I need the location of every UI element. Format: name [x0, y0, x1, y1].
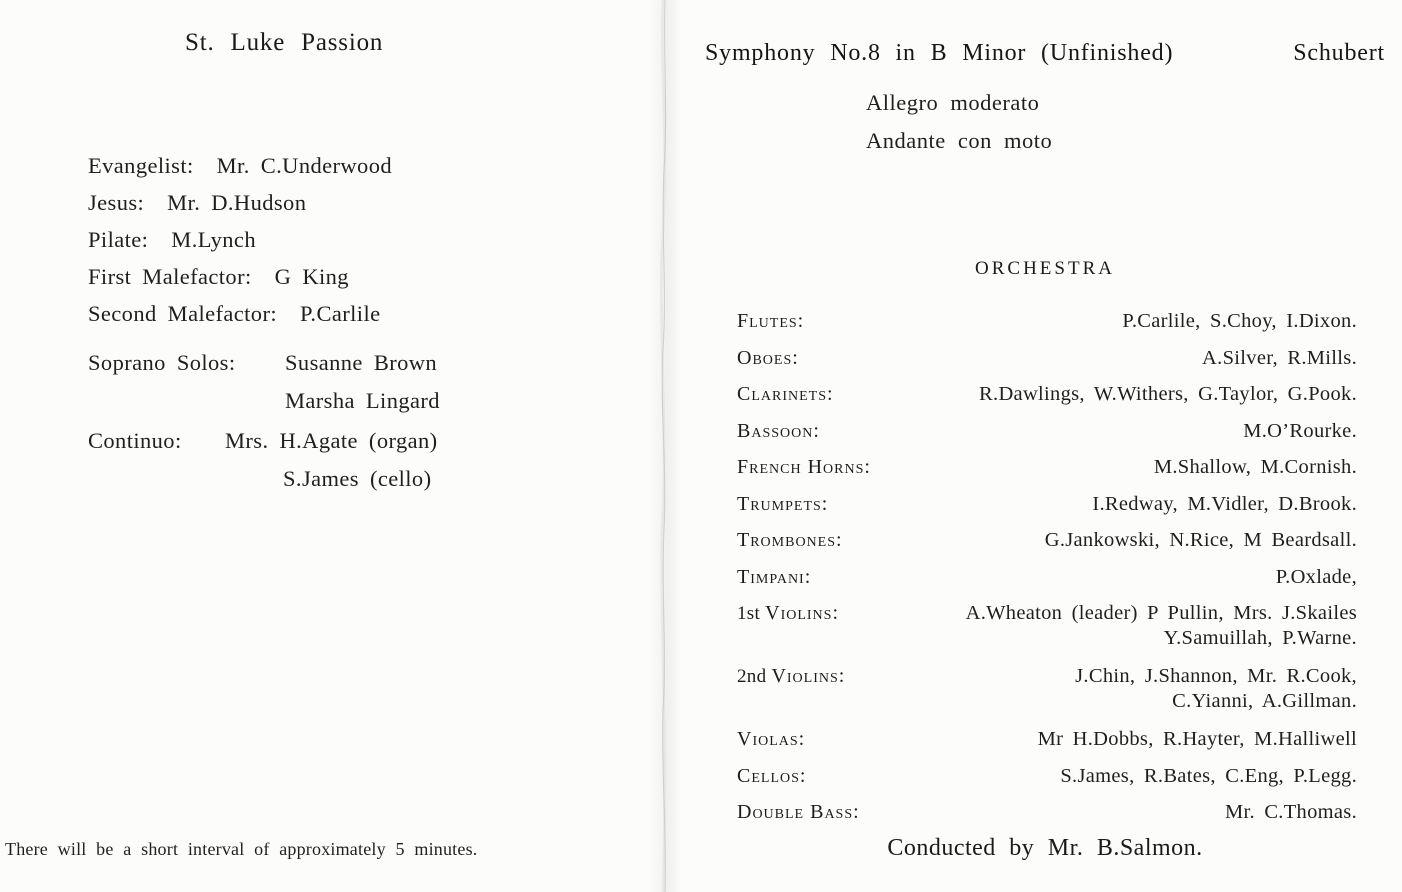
- cast-role: Second Malefactor:: [88, 301, 278, 326]
- orchestra-player-names: P.Oxlade,: [1275, 565, 1357, 588]
- orchestra-row: [737, 664, 1357, 713]
- orchestra-section-label: [737, 566, 811, 589]
- section-label-name: Violins:: [771, 665, 846, 687]
- orchestra-section-label: [737, 665, 845, 688]
- section-label-name: Violas:: [737, 728, 806, 750]
- section-label-name: Double Bass:: [737, 801, 860, 823]
- cast-row: [88, 147, 392, 184]
- orchestra-player-names: R.Dawlings, W.Withers, G.Taylor, G.Pook.: [979, 383, 1357, 405]
- composer-name: Schubert: [1293, 40, 1385, 66]
- section-label-name: Trumpets:: [737, 492, 829, 515]
- orchestra-player-names: I.Redway, M.Vidler, D.Brook.: [1092, 492, 1357, 515]
- work-title: Symphony No.8 in B Minor (Unfinished): [705, 40, 1174, 66]
- section-label-name: Violins:: [765, 602, 840, 624]
- cast-name: M.Lynch: [171, 227, 256, 252]
- orchestra-row: [737, 455, 1357, 480]
- orchestra-row: [737, 419, 1357, 444]
- cast-list: [88, 147, 392, 332]
- section-label-name: Cellos:: [737, 764, 807, 787]
- cast-role: Pilate:: [88, 227, 149, 252]
- orchestra-row: [737, 565, 1357, 590]
- right-page: [685, 0, 1402, 892]
- cast-name: Mr. C.Underwood: [216, 153, 393, 178]
- orchestra-section-label: [737, 602, 839, 625]
- orchestra-section-label: [737, 801, 860, 824]
- section-label-name: Clarinets:: [737, 383, 834, 405]
- orchestra-row: [737, 727, 1357, 752]
- orchestra-row: [737, 528, 1357, 553]
- continuo-label: Continuo:: [88, 428, 182, 453]
- cast-role: Evangelist:: [88, 153, 194, 178]
- soprano-solos-label: Soprano Solos:: [88, 350, 236, 375]
- orchestra-player-names: M.Shallow, M.Cornish.: [1153, 456, 1357, 478]
- orchestra-row: [737, 346, 1357, 371]
- orchestra-row: [737, 492, 1357, 517]
- section-label-name: Oboes:: [737, 346, 799, 369]
- continuo-names: Mrs. H.Agate (organ) S.James (cello): [225, 428, 438, 491]
- orchestra-section-label: [737, 347, 799, 370]
- cast-row: [88, 258, 392, 295]
- orchestra-row: [737, 382, 1357, 407]
- section-label-name: Trombones:: [737, 529, 843, 551]
- orchestra-row: [737, 601, 1357, 650]
- cast-row: [88, 184, 392, 221]
- orchestra-player-names: A.Silver, R.Mills.: [1202, 346, 1357, 369]
- orchestra-player-names: Mr. C.Thomas.: [1224, 801, 1357, 823]
- cast-role: Jesus:: [88, 190, 145, 215]
- orchestra-list: [737, 309, 1357, 837]
- continuo-row: [88, 422, 438, 498]
- orchestra-section-label: [737, 765, 806, 788]
- orchestra-row: [737, 764, 1357, 789]
- orchestra-player-names: P.Carlile, S.Choy, I.Dixon.: [1122, 310, 1357, 332]
- soprano-solos-names: Susanne Brown Marsha Lingard: [285, 350, 440, 413]
- orchestra-section-label: [737, 383, 834, 406]
- left-page-title: St. Luke Passion: [185, 29, 384, 56]
- section-label-name: Bassoon:: [737, 419, 820, 442]
- orchestra-section-label: [737, 456, 871, 479]
- orchestra-section-label: [737, 310, 804, 333]
- section-label-prefix: 2nd: [737, 666, 772, 687]
- cast-row: [88, 221, 392, 258]
- soprano-solos-row: [88, 344, 440, 420]
- conductor-line: Conducted by Mr. B.Salmon.: [887, 835, 1203, 861]
- interval-note: There will be a short interval of approximately 5 minutes.: [5, 839, 478, 859]
- orchestra-player-names: G.Jankowski, N.Rice, M Beardsall.: [1044, 529, 1357, 551]
- section-label-name: French Horns:: [737, 456, 871, 478]
- cast-role: First Malefactor:: [88, 264, 252, 289]
- orchestra-player-names: A.Wheaton (leader) P Pullin, Mrs. J.Skailes Y.Samuillah, P.Warne.: [965, 602, 1357, 649]
- orchestra-player-names: J.Chin, J.Shannon, Mr. R.Cook, C.Yianni, A.Gillman.: [1075, 665, 1357, 712]
- section-label-name: Flutes:: [737, 310, 805, 332]
- orchestra-heading: ORCHESTRA: [975, 258, 1115, 279]
- cast-name: P.Carlile: [300, 301, 381, 326]
- left-page: [0, 0, 655, 892]
- cast-name: Mr. D.Hudson: [167, 190, 307, 215]
- orchestra-player-names: Mr H.Dobbs, R.Hayter, M.Halliwell: [1037, 728, 1357, 750]
- movement-list: Allegro moderato Andante con moto: [866, 90, 1053, 153]
- work-header: [705, 40, 1385, 67]
- orchestra-section-label: [737, 529, 843, 552]
- orchestra-section-label: [737, 493, 828, 516]
- cast-row: [88, 295, 392, 332]
- orchestra-player-names: S.James, R.Bates, C.Eng, P.Legg.: [1060, 764, 1357, 787]
- orchestra-section-label: [737, 728, 805, 751]
- orchestra-row: [737, 800, 1357, 825]
- orchestra-row: [737, 309, 1357, 334]
- orchestra-player-names: M.O’Rourke.: [1243, 419, 1357, 442]
- section-label-name: Timpani:: [737, 565, 812, 588]
- section-label-prefix: 1st: [737, 603, 766, 624]
- orchestra-section-label: [737, 420, 820, 443]
- cast-name: G King: [274, 264, 349, 289]
